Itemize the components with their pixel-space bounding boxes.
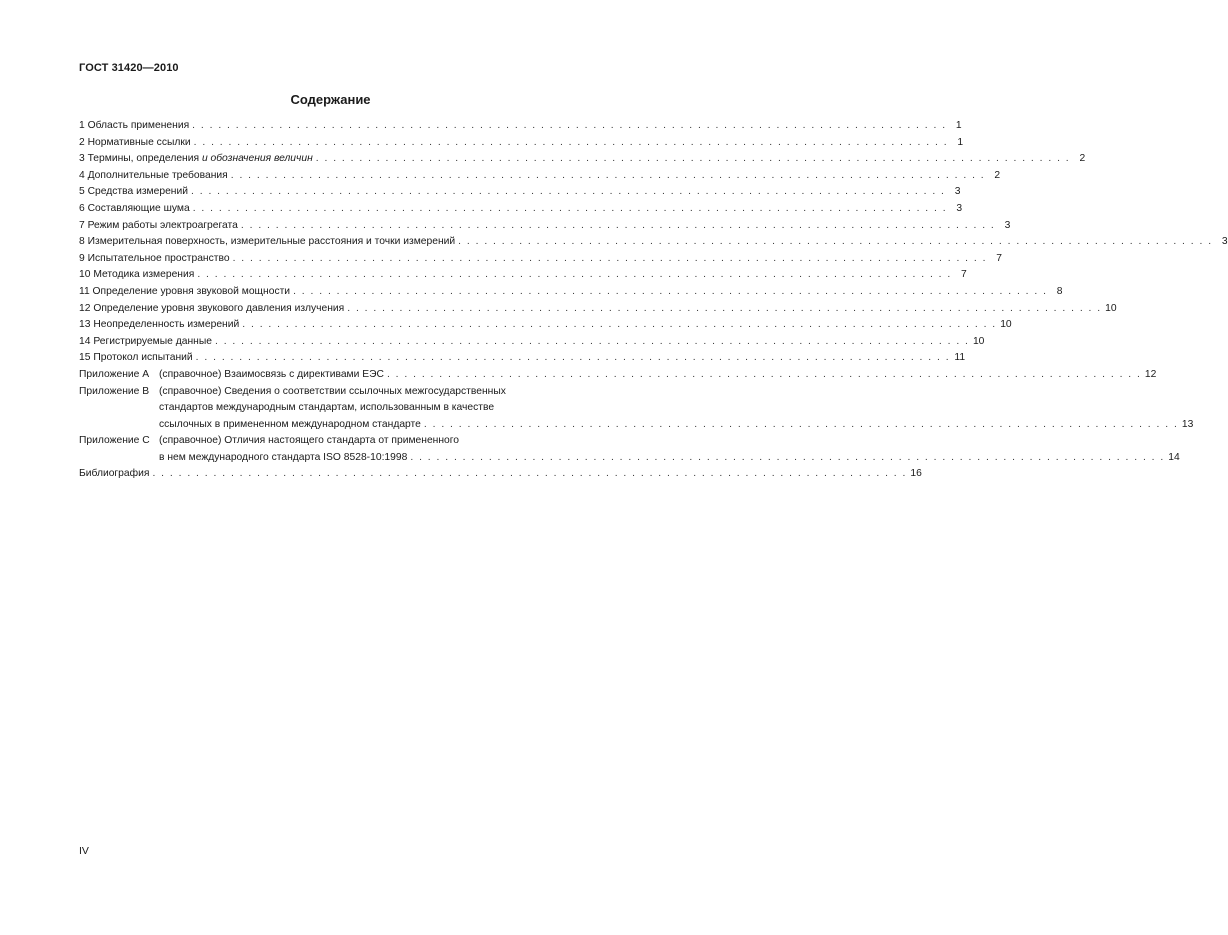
toc-page-number: 11 — [954, 352, 966, 364]
toc-entry-title: 1 Область применения — [79, 120, 190, 131]
toc-entry-title: 10 Методика измерения — [79, 269, 195, 281]
appendix-title-line: ссылочных в примененном международном стандарте — [159, 418, 421, 430]
toc-page-number: 8 — [1056, 285, 1063, 297]
toc-title: Содержание — [290, 92, 371, 107]
toc-entry-title: 6 Составляющие шума — [79, 202, 190, 214]
toc-appendix[interactable] — [79, 384, 614, 401]
toc-appendix-continuation[interactable] — [79, 400, 614, 417]
toc-entry-title: 13 Неопределенность измерений — [79, 319, 240, 331]
toc-entry[interactable] — [79, 135, 964, 152]
toc-page-number: 16 — [910, 468, 922, 480]
toc-entry[interactable] — [79, 118, 962, 135]
leader-dots: . . . . . . . . . . . . . . . . . . . . . . . . . . . . . . . . . . . . . . . . . . . . . . . . . . . . . . . . . . . . . . . . . . . . . . . . . . . . . . . . . . . . . . . — [192, 120, 947, 131]
document-code: ГОСТ 31420—2010 — [79, 62, 179, 74]
toc-page-number: 10 — [1105, 302, 1117, 314]
appendix-label: Приложение В — [79, 385, 150, 397]
leader-dots: . . . . . . . . . . . . . . . . . . . . . . . . . . . . . . . . . . . . . . . . . . . . . . . . . . . . . . . . . . . . . . . . . . . . . . . . . . . . . . . . . . . . . . . — [230, 169, 986, 181]
toc-page-number: 13 — [1181, 418, 1194, 430]
leader-dots: . . . . . . . . . . . . . . . . . . . . . . . . . . . . . . . . . . . . . . . . . . . . . . . . . . . . . . . . . . . . . . . . . . . . . . . . . . . . . . . . . . . . . . . — [347, 302, 1102, 314]
toc-entry[interactable] — [79, 301, 1117, 318]
toc-entry[interactable] — [79, 201, 963, 218]
toc-page-number: 2 — [1079, 153, 1086, 165]
toc-entry[interactable] — [79, 267, 967, 284]
leader-dots: . . . . . . . . . . . . . . . . . . . . . . . . . . . . . . . . . . . . . . . . . . . . . . . . . . . . . . . . . . . . . . . . . . . . . . . . . . . . . . . . . . . . . . . — [386, 368, 1142, 380]
leader-dots: . . . . . . . . . . . . . . . . . . . . . . . . . . . . . . . . . . . . . . . . . . . . . . . . . . . . . . . . . . . . . . . . . . . . . . . . . . . . . . . . . . . . . . . — [192, 202, 948, 214]
leader-dots: . . . . . . . . . . . . . . . . . . . . . . . . . . . . . . . . . . . . . . . . . . . . . . . . . . . . . . . . . . . . . . . . . . . . . . . . . . . . . . . . . . . . . . . — [195, 352, 951, 364]
toc-entry[interactable] — [79, 184, 961, 201]
toc-page-number: 7 — [996, 252, 1002, 264]
toc-entry-title: 3 Термины, определения и обозначения величин — [79, 153, 313, 165]
toc-entry-title: 15 Протокол испытаний — [79, 352, 193, 364]
toc-appendix-continuation[interactable] — [79, 417, 1194, 434]
toc-entry[interactable] — [79, 151, 1086, 168]
toc-entry[interactable] — [79, 334, 985, 351]
toc-page-number: 2 — [994, 169, 1001, 181]
toc-entry-title: 8 Измерительная поверхность, измерительные расстояния и точки измерений — [79, 236, 456, 248]
leader-dots: . . . . . . . . . . . . . . . . . . . . . . . . . . . . . . . . . . . . . . . . . . . . . . . . . . . . . . . . . . . . . . . . . . . . . . . . . . . . . . . . . . . . . . . — [293, 285, 1048, 297]
toc-page-number: 3 — [1221, 236, 1228, 248]
toc-entry-title: 11 Определение уровня звуковой мощности — [79, 285, 291, 297]
toc-entry[interactable] — [79, 218, 1011, 235]
appendix-title-line: (справочное) Сведения о соответствии ссылочных межгосударственных — [159, 385, 506, 397]
toc-appendix-continuation[interactable] — [79, 450, 1180, 467]
leader-dots: . . . . . . . . . . . . . . . . . . . . . . . . . . . . . . . . . . . . . . . . . . . . . . . . . . . . . . . . . . . . . . . . . . . . . . . . . . . . . . . . . . . . . . . — [242, 319, 997, 331]
bibliography-title: Библиография — [79, 468, 150, 480]
leader-dots: . . . . . . . . . . . . . . . . . . . . . . . . . . . . . . . . . . . . . . . . . . . . . . . . . . . . . . . . . . . . . . . . . . . . . . . . . . . . . . . . . . . . . . . — [458, 236, 1213, 248]
toc-entry-title: 14 Регистрируемые данные — [79, 335, 212, 347]
toc-entry-title: 2 Нормативные ссылки — [79, 136, 191, 148]
leader-dots: . . . . . . . . . . . . . . . . . . . . . . . . . . . . . . . . . . . . . . . . . . . . . . . . . . . . . . . . . . . . . . . . . . . . . . . . . . . . . . . . . . . . . . . — [315, 153, 1071, 165]
toc-entry[interactable] — [79, 234, 1228, 251]
toc-entry[interactable] — [79, 284, 1063, 301]
appendix-label: Приложение А — [79, 368, 150, 380]
toc-appendix[interactable] — [79, 433, 614, 450]
toc-entry[interactable] — [79, 251, 1002, 268]
toc-entry-title: 7 Режим работы электроагрегата — [79, 219, 238, 231]
toc-entry-title: 12 Определение уровня звукового давления излучения — [79, 302, 345, 314]
toc-page-number: 7 — [961, 269, 967, 281]
toc-bibliography[interactable] — [79, 466, 922, 483]
leader-dots: . . . . . . . . . . . . . . . . . . . . . . . . . . . . . . . . . . . . . . . . . . . . . . . . . . . . . . . . . . . . . . . . . . . . . . . . . . . . . . . . . . . . . . . — [240, 219, 996, 231]
toc-entry-title: 5 Средства измерений — [79, 186, 188, 198]
leader-dots: . . . . . . . . . . . . . . . . . . . . . . . . . . . . . . . . . . . . . . . . . . . . . . . . . . . . . . . . . . . . . . . . . . . . . . . . . . . . . . . . . . . . . . . — [152, 468, 907, 480]
toc-entry[interactable] — [79, 317, 1012, 334]
leader-dots: . . . . . . . . . . . . . . . . . . . . . . . . . . . . . . . . . . . . . . . . . . . . . . . . . . . . . . . . . . . . . . . . . . . . . . . . . . . . . . . . . . . . . . . — [197, 269, 952, 281]
leader-dots: . . . . . . . . . . . . . . . . . . . . . . . . . . . . . . . . . . . . . . . . . . . . . . . . . . . . . . . . . . . . . . . . . . . . . . . . . . . . . . . . . . . . . . . — [214, 335, 970, 347]
toc-entry[interactable] — [79, 350, 966, 367]
toc-page-number: 1 — [957, 136, 964, 148]
toc-entry-title-italic: и обозначения величин — [201, 153, 313, 165]
leader-dots: . . . . . . . . . . . . . . . . . . . . . . . . . . . . . . . . . . . . . . . . . . . . . . . . . . . . . . . . . . . . . . . . . . . . . . . . . . . . . . . . . . . . . . . — [232, 252, 987, 264]
page-number: IV — [79, 845, 89, 857]
leader-dots: . . . . . . . . . . . . . . . . . . . . . . . . . . . . . . . . . . . . . . . . . . . . . . . . . . . . . . . . . . . . . . . . . . . . . . . . . . . . . . . . . . . . . . . — [423, 418, 1179, 430]
toc-entry-title: 4 Дополнительные требования — [79, 169, 228, 181]
leader-dots: . . . . . . . . . . . . . . . . . . . . . . . . . . . . . . . . . . . . . . . . . . . . . . . . . . . . . . . . . . . . . . . . . . . . . . . . . . . . . . . . . . . . . . . — [410, 451, 1165, 463]
appendix-title-line: в нем международного стандарта ISO 8528-10:1998 — [159, 451, 408, 463]
toc-entry-title: 9 Испытательное пространство — [79, 252, 230, 264]
leader-dots: . . . . . . . . . . . . . . . . . . . . . . . . . . . . . . . . . . . . . . . . . . . . . . . . . . . . . . . . . . . . . . . . . . . . . . . . . . . . . . . . . . . . . . . — [193, 136, 949, 148]
leader-dots: . . . . . . . . . . . . . . . . . . . . . . . . . . . . . . . . . . . . . . . . . . . . . . . . . . . . . . . . . . . . . . . . . . . . . . . . . . . . . . . . . . . . . . . — [191, 186, 946, 198]
appendix-title-line: (справочное) Взаимосвязь с директивами ЕЭС — [159, 368, 384, 380]
toc-page-number: 10 — [972, 335, 985, 347]
toc-entry[interactable] — [79, 168, 1001, 185]
toc-page-number: 1 — [955, 120, 962, 131]
toc-page-number: 10 — [1000, 319, 1012, 331]
toc-page-number: 12 — [1144, 368, 1157, 380]
toc-page-number: 3 — [954, 186, 961, 198]
appendix-label: Приложение С — [79, 435, 150, 447]
toc-page-number: 3 — [1004, 219, 1011, 231]
toc-page-number: 3 — [956, 202, 963, 214]
appendix-title-line: (справочное) Отличия настоящего стандарта от примененного — [159, 435, 460, 447]
appendix-title-line: стандартов международным стандартам, использованным в качестве — [159, 402, 495, 414]
table-of-contents — [79, 118, 1228, 483]
toc-appendix[interactable] — [79, 367, 1157, 384]
toc-page-number: 14 — [1168, 451, 1180, 463]
